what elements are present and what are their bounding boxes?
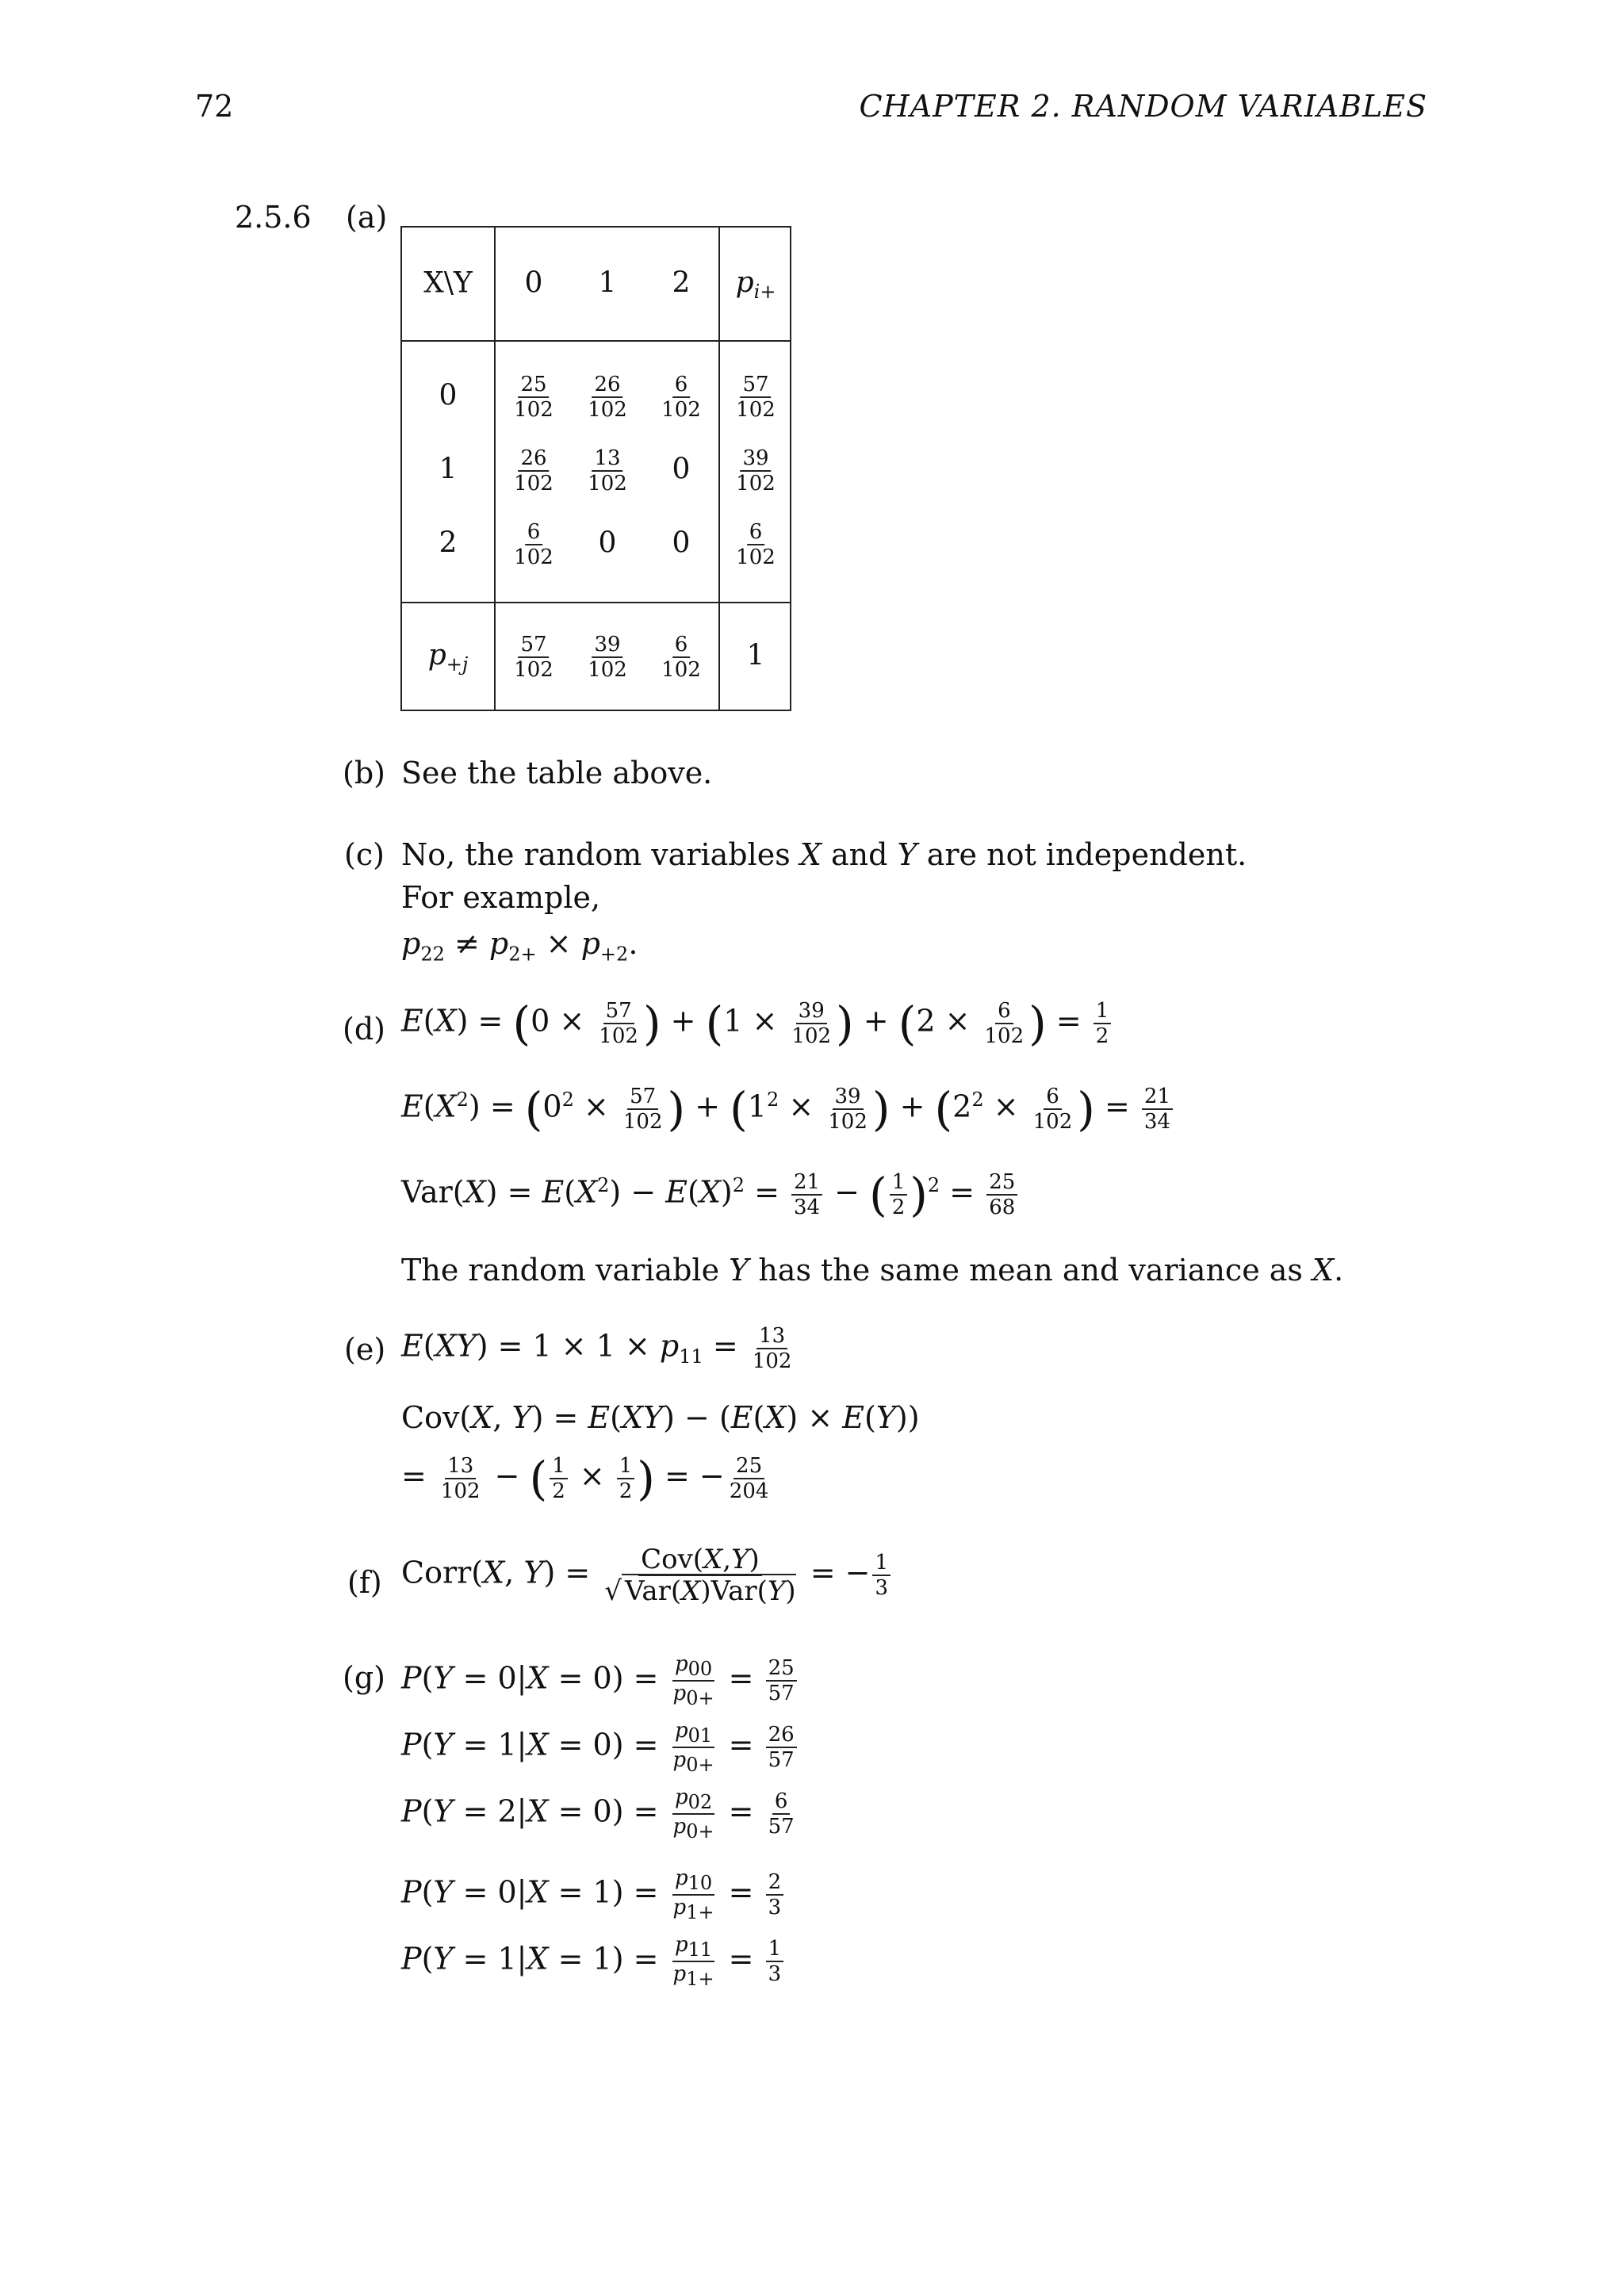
part-g-line: P(Y = 1|X = 0) = $\frac{p_{01}}{p_{0+}}$ = $\frac{26}{57}$ [401,1720,799,1774]
part-f-label: (f) [347,1565,382,1600]
table-divider [402,340,790,342]
part-c-line1: No, the random variables X and Y are not independent. [401,837,1247,872]
part-b-label: (b) [343,756,385,790]
part-d-var: $Var(X) = E(X^2) - E(X)^2$ = $\frac{21}{34}$ − ( $\frac{1}{2}$ )$^2$ = $\frac{25}{68}$ [401,1172,1020,1218]
row-marginal: $\frac{39}{102}$ [736,446,776,496]
col-marginal: $\frac{6}{102}$ [661,633,701,682]
table-divider [494,228,496,710]
table-cell: $\frac{13}{102}$ [588,446,627,496]
part-d-ex2: $E(X^2) = (0^2$ × $\frac{57}{102}$ ) + ($1^2$ × $\frac{39}{102}$ ) + ($2^2$ × $\frac{6}{102}$ ) = $\frac{21}{34}$ [401,1086,1175,1132]
running-head: CHAPTER 2. RANDOM VARIABLES [859,89,1427,124]
part-d-label: (d) [343,1012,385,1047]
part-g-line: P(Y = 0|X = 1) = $\frac{p_{10}}{p_{1+}}$ = $\frac{2}{3}$ [401,1868,786,1922]
part-g-line: P(Y = 1|X = 1) = $\frac{p_{11}}{p_{1+}}$ = $\frac{1}{3}$ [401,1934,786,1988]
table-cell: 0 [672,526,691,560]
part-c-line3: $p_{22} \ne p_{2+} \times p_{+2}$. [401,926,638,966]
table-divider [402,602,790,603]
part-b-text: See the table above. [401,756,713,790]
part-e-cov: Cov(X, Y) = E(XY) − (E(X) × E(Y)) [401,1400,920,1435]
table-divider [718,228,720,710]
table-cell: $\frac{6}{102}$ [661,373,701,422]
part-c-label: (c) [344,837,385,872]
marginal-row-header: $p_{+j}$ [427,638,469,676]
table-cell: $\frac{26}{102}$ [588,373,627,422]
part-g-label: (g) [343,1660,385,1695]
row-header: 0 [439,379,458,412]
part-d-ex: E(X) = (0 × $\frac{57}{102}$ ) + (1 × $\frac{39}{102}$ ) + (2 × $\frac{6}{102}$ ) = $\frac{1}{2}$ [401,1001,1113,1047]
table-cell: 0 [672,453,691,486]
table-cell: 0 [598,526,617,560]
table-cell: $\frac{25}{102}$ [514,373,553,422]
part-e-exy: $E(XY) = 1 \times 1 \times p_{11}$ = $\frac{13}{102}$ [401,1324,792,1373]
part-g-line: P(Y = 2|X = 0) = $\frac{p_{02}}{p_{0+}}$ = $\frac{6}{57}$ [401,1785,795,1843]
row-marginal: $\frac{57}{102}$ [736,373,776,422]
part-d-note: The random variable Y has the same mean and variance as X. [401,1253,1344,1288]
row-header: 2 [439,526,458,560]
joint-probability-table [400,226,791,711]
col-header: 1 [598,266,617,300]
part-c-line2: For example, [401,880,601,915]
table-cell: $\frac{6}{102}$ [514,520,553,569]
table-total: 1 [746,639,765,672]
table-cell: $\frac{26}{102}$ [514,446,553,496]
part-e-label: (e) [344,1332,386,1367]
part-e-cov2: = $\frac{13}{102}$ − ( $\frac{1}{2}$ × $\frac{1}{2}$ ) = − $\frac{25}{204}$ [401,1452,769,1506]
col-marginal: $\frac{57}{102}$ [514,633,553,682]
col-header: 2 [672,266,691,300]
part-f-corr: Corr(X, Y) = $\frac{\text{Cov(X,Y)}}{\text{√ Var(X)Var(Y)}}$ = − $\frac{1}{3}$ [401,1546,893,1605]
marginal-col-header: $p_{i+}$ [735,266,776,304]
exercise-number: 2.5.6 [235,200,312,235]
col-header: 0 [524,266,543,300]
row-marginal: $\frac{6}{102}$ [736,520,776,569]
part-a-label: (a) [346,200,388,235]
table-corner: X\Y [423,266,473,300]
row-header: 1 [439,453,458,486]
col-marginal: $\frac{39}{102}$ [588,633,627,682]
page-number: 72 [195,89,234,124]
part-g-line: P(Y = 0|X = 0) = $\frac{p_{00}}{p_{0+}}$ = $\frac{25}{57}$ [401,1654,799,1708]
